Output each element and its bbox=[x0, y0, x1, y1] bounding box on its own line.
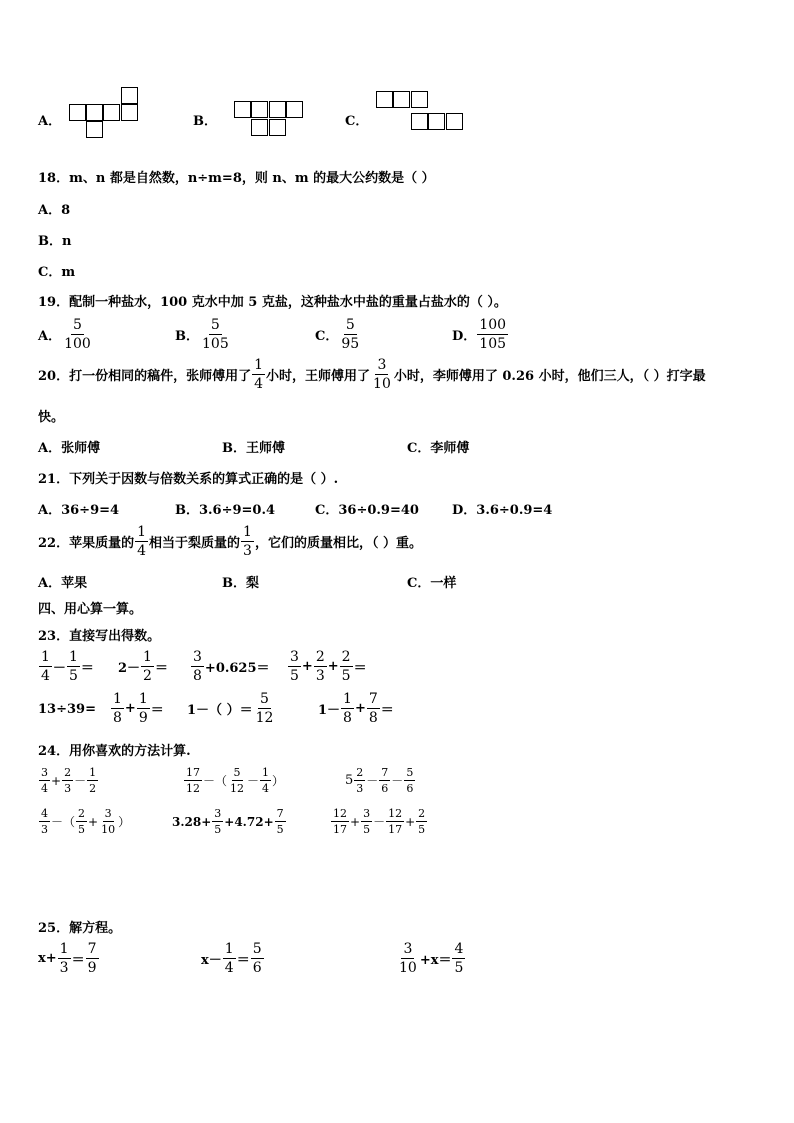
q19-option-b[interactable]: B． $\frac{5}{105}$ bbox=[175, 317, 229, 352]
q21-stem: 21．下列关于因数与倍数关系的算式正确的是（ ）. bbox=[38, 472, 339, 487]
q17-option-c-label[interactable]: C． bbox=[345, 114, 369, 129]
q23-expr-2: 2－ $\frac{1}{2}$ ＝ bbox=[118, 649, 168, 684]
q23-expr-7: 1－（ ）＝ $\frac{5}{12}$ bbox=[187, 691, 274, 726]
q19-option-c[interactable]: C． $\frac{5}{95}$ bbox=[315, 317, 360, 352]
q24-expr-2: $\frac{17}{12}$ －（ $\frac{5}{12}$ － $\frac{1}{4}$ ） bbox=[186, 766, 285, 795]
q24-expr-1: $\frac{3}{4}$ + $\frac{2}{3}$ － $\frac{1}{2}$ bbox=[41, 766, 97, 795]
q21-option-b[interactable]: B．3.6÷9=0.4 bbox=[175, 503, 276, 518]
q24-stem: 24．用你喜欢的方法计算. bbox=[38, 744, 191, 759]
q23-expr-3: $\frac{3}{8}$ +0.625＝ bbox=[193, 649, 270, 684]
q23-expr-8: 1－ $\frac{1}{8}$ + $\frac{7}{8}$ ＝ bbox=[318, 691, 394, 726]
q18-option-b[interactable]: B．n bbox=[38, 234, 72, 249]
q23-stem: 23．直接写出得数。 bbox=[38, 629, 161, 644]
q24-expr-5: 3.28+ $\frac{3}{5}$ +4.72+ $\frac{7}{5}$ bbox=[172, 807, 284, 836]
q21-option-d[interactable]: D．3.6÷0.9=4 bbox=[452, 503, 553, 518]
q24-expr-3: 5 $\frac{2}{3}$ － $\frac{7}{6}$ － $\frac{5}{6}$ bbox=[345, 766, 414, 795]
q19-stem: 19．配制一种盐水，100 克水中加 5 克盐，这种盐水中盐的重量占盐水的（ ）。 bbox=[38, 295, 507, 310]
q23-expr-1: $\frac{1}{4}$ － $\frac{1}{5}$ ＝ bbox=[41, 649, 94, 684]
q23-expr-6: $\frac{1}{8}$ + $\frac{1}{9}$ ＝ bbox=[113, 691, 164, 726]
q19-option-d[interactable]: D． $\frac{100}{105}$ bbox=[452, 317, 507, 352]
q17-net-figure-a bbox=[69, 87, 139, 147]
q23-expr-5: 13÷39= bbox=[38, 702, 96, 717]
q25-stem: 25．解方程。 bbox=[38, 921, 122, 936]
q19-option-a[interactable]: A． $\frac{5}{100}$ bbox=[38, 317, 91, 352]
q21-option-c[interactable]: C．36÷0.9=40 bbox=[315, 503, 419, 518]
q23-expr-4: $\frac{3}{5}$ + $\frac{2}{3}$ + $\frac{2}{5}$ ＝ bbox=[290, 649, 367, 684]
q24-expr-4: $\frac{4}{3}$ －（ $\frac{2}{5}$ + $\frac{3}{10}$ ） bbox=[41, 807, 131, 836]
q20-option-c[interactable]: C．李师傅 bbox=[407, 441, 470, 456]
q22-option-b[interactable]: B．梨 bbox=[222, 576, 259, 591]
q25-equation-1: x+ $\frac{1}{3}$ ＝ $\frac{7}{9}$ bbox=[38, 941, 97, 976]
q18-stem: 18．m、n 都是自然数，n÷m=8，则 n、m 的最大公约数是（ ） bbox=[38, 171, 435, 186]
q22-stem: 22．苹果质量的 $\frac{1}{4}$ 相当于梨质量的 $\frac{1}{3}$ ，它们的质量相比，（ ）重。 bbox=[38, 524, 422, 559]
q17-option-a-label[interactable]: A． bbox=[38, 114, 62, 129]
q25-equation-3: $\frac{3}{10}$ +x＝ $\frac{4}{5}$ bbox=[399, 941, 464, 976]
q17-option-b-label[interactable]: B． bbox=[193, 114, 217, 129]
q17-net-figure-c bbox=[376, 91, 466, 135]
q20-stem: 20．打一份相同的稿件，张师傅用了 $\frac{1}{4}$ 小时，王师傅用了 $\frac{3}{10}$ 小时，李师傅用了 0.26 小时，他们三人，（ ）打字最 bbox=[38, 357, 706, 392]
q24-expr-6: $\frac{12}{17}$ + $\frac{3}{5}$ － $\frac{12}{17}$ + $\frac{2}{5}$ bbox=[333, 807, 426, 836]
section-4-heading: 四、用心算一算。 bbox=[38, 602, 143, 617]
q17-net-figure-b bbox=[234, 101, 306, 143]
q20-option-a[interactable]: A．张师傅 bbox=[38, 441, 101, 456]
q18-option-c[interactable]: C．m bbox=[38, 265, 76, 280]
q20-option-b[interactable]: B．王师傅 bbox=[222, 441, 285, 456]
q22-option-c[interactable]: C．一样 bbox=[407, 576, 457, 591]
q18-option-a[interactable]: A．8 bbox=[38, 203, 71, 218]
q20-stem-line2: 快。 bbox=[38, 410, 65, 425]
q25-equation-2: x－ $\frac{1}{4}$ ＝ $\frac{5}{6}$ bbox=[201, 941, 262, 976]
q21-option-a[interactable]: A．36÷9=4 bbox=[38, 503, 120, 518]
q22-option-a[interactable]: A．苹果 bbox=[38, 576, 88, 591]
